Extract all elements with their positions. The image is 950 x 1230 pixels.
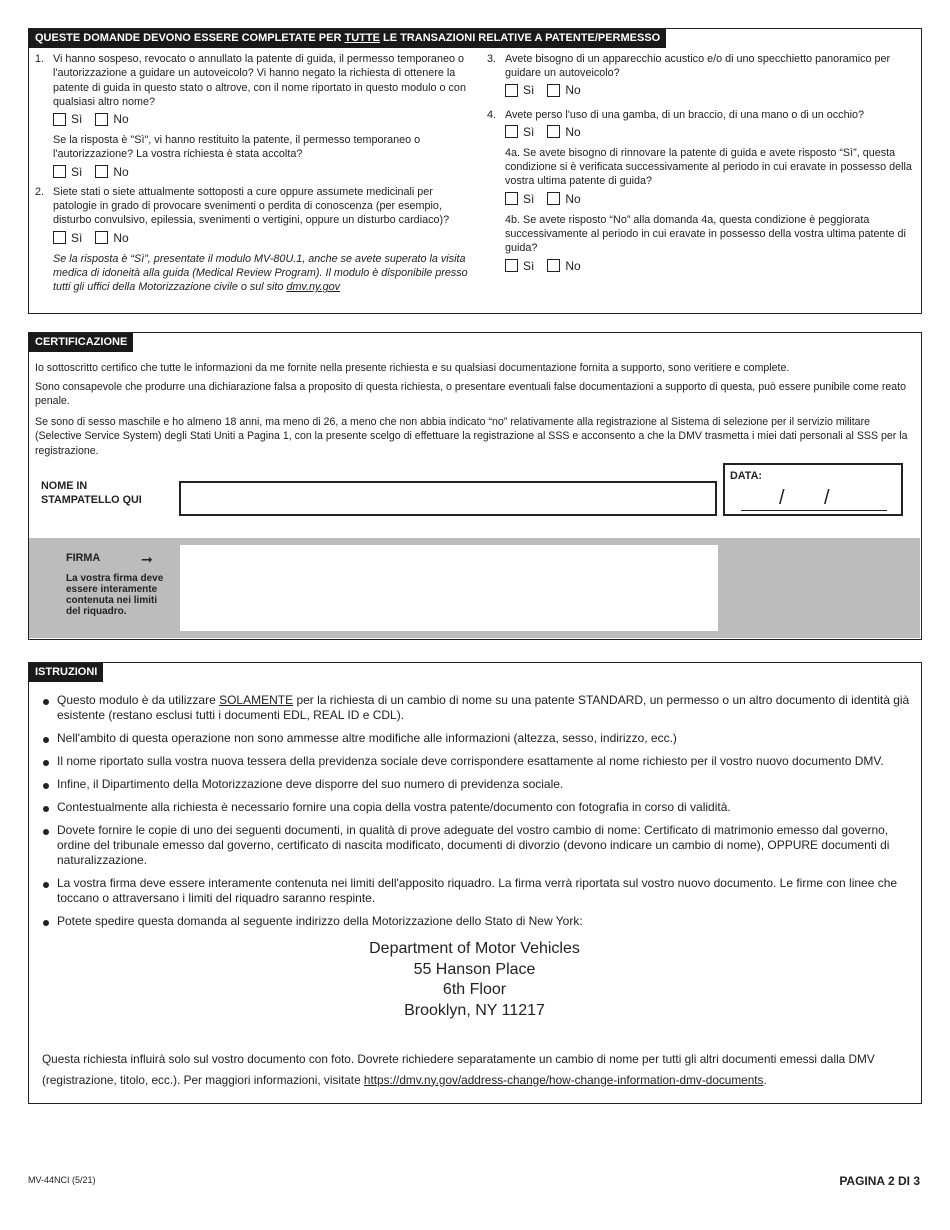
arrow-right-icon: ➞ — [141, 551, 153, 567]
instruction-item: Nell'ambito di questa operazione non sono ammesse altre modifiche alle informazioni (altezza, sesso, indirizzo, ecc.) — [43, 731, 915, 746]
q1-followup-yes-checkbox[interactable] — [53, 165, 66, 178]
q4-no-checkbox[interactable] — [547, 125, 560, 138]
dmv-info-link[interactable]: https://dmv.ny.gov/address-change/how-change-information-dmv-documents — [363, 1072, 764, 1087]
instruction-item: Contestualmente alla richiesta è necessario fornire una copia della vostra patente/documento con fotografia in corso di validità. — [43, 800, 915, 815]
instruction-item: Infine, il Dipartimento della Motorizzazione deve disporre del suo numero di previdenza sociale. — [43, 777, 915, 792]
certification-header: CERTIFICAZIONE — [29, 333, 133, 352]
date-field[interactable] — [723, 463, 903, 516]
q4b-no-checkbox[interactable] — [547, 259, 560, 272]
printed-name-field[interactable] — [179, 481, 717, 516]
q4a-yes-checkbox[interactable] — [505, 192, 518, 205]
date-separator: / — [824, 487, 830, 509]
signature-area — [29, 538, 920, 638]
instruction-item: Il nome riportato sulla vostra nuova tessera della previdenza sociale deve corrispondere esattamente al nome richiesto per il vostro nuovo documento DMV. — [43, 754, 915, 769]
question-2-text: Siete stati o siete attualmente sottoposti a cure oppure assumete medicinali per patologie in grado di provocare svenimenti o perdita di conoscenza (per esempio, disturbo convulsivo, epilessia, svenimenti o vertigini, oppure un disturbo cardiaco)? — [53, 185, 450, 227]
certification-paragraph: Io sottoscritto certifico che tutte le informazioni da me fornite nella presente richiesta e su qualsiasi documentazione fornita a supporto, sono veritiere e complete. — [35, 362, 790, 374]
question-1-text: Vi hanno sospeso, revocato o annullato la patente di guida, il permesso temporaneo o l'autorizzazione a guidare un autoveicolo? Vi hanno negato la richiesta di ottenere la patente di guida in questo stato o altrove, con il nome riportato in questo modulo o con qualsiasi altro nome? — [53, 53, 466, 108]
q2-yes-checkbox[interactable] — [53, 231, 66, 244]
instructions-section — [28, 662, 922, 1104]
q1-no-checkbox[interactable] — [95, 113, 108, 126]
page-number: PAGINA 2 DI 3 — [839, 1174, 920, 1188]
question-3-text: Avete bisogno di un apparecchio acustico e/o di uno specchietto panoramico per guidare un autoveicolo? — [505, 53, 891, 80]
q1-yes-checkbox[interactable] — [53, 113, 66, 126]
q3-yes-checkbox[interactable] — [505, 84, 518, 97]
question-1-followup: Se la risposta è "Sì", vi hanno restituito la patente, il permesso temporaneo o l'autorizzazione? La vostra richiesta è stata accolta? — [53, 134, 421, 161]
mailing-address: Department of Motor Vehicles 55 Hanson Place 6th Floor Brooklyn, NY 11217 — [369, 940, 580, 1020]
certification-paragraph: Sono consapevole che produrre una dichiarazione falsa a proposito di questa richiesta, o presentare eventuali false documentazioni a supporto di questa, può essere punibile come reato penale. — [35, 380, 907, 407]
question-3: 3. Avete bisogno di un apparecchio acustico e/o di uno specchietto panoramico per guidare un autoveicolo? Sì No — [487, 52, 917, 100]
instruction-item: Questo modulo è da utilizzare SOLAMENTE per la richiesta di un cambio di nome su una patente STANDARD, un permesso o un altro documento di identità già esistente (restano esclusi tutti i documenti EDL, REAL ID e CDL). — [43, 693, 915, 723]
signature-box[interactable] — [180, 545, 718, 631]
medical-questions-section — [28, 28, 922, 314]
question-4b-text: 4b. Se avete risposto “No” alla domanda 4a, questa condizione è peggiorata successivamente al periodo in cui eravate in possesso della vostra ultima patente di guida? — [505, 213, 906, 255]
instruction-item: La vostra firma deve essere interamente contenuta nei limiti dell'apposito riquadro. La firma verrà riportata sul vostro nuovo documento. Le firme con linee che toccano o attraversano i limiti del riquadro saranno respinte. — [43, 876, 915, 906]
q1-followup-no-checkbox[interactable] — [95, 165, 108, 178]
date-label: DATA: — [730, 470, 762, 482]
instructions-footnote: Questa richiesta influirà solo sul vostro documento con foto. Dovrete richiedere separatamente un cambio di nome per tutti gli altri documenti emessi dalla DMV (registrazione, titolo, ecc.). Per maggiori informazioni, visitate https://dmv.ny.gov/address-change/how-change-information-dmv-documents. — [42, 1052, 875, 1087]
dmv-link[interactable]: dmv.ny.gov — [286, 281, 341, 294]
q4b-yes-checkbox[interactable] — [505, 259, 518, 272]
name-label: NOME IN STAMPATELLO QUI — [41, 480, 142, 506]
instruction-item: Potete spedire questa domanda al seguente indirizzo della Motorizzazione dello Stato di New York: — [43, 914, 915, 929]
question-4a-text: 4a. Se avete bisogno di rinnovare la patente di guida e avete risposto “Sì”, questa condizione si è verificata successivamente al periodo in cui eravate in possesso della vostra ultima patente di guida? — [505, 146, 912, 188]
form-code: MV-44NCI (5/21) — [28, 1175, 96, 1185]
instruction-item: Dovete fornire le copie di uno dei seguenti documenti, in qualità di prove adeguate del vostro cambio di nome: Certificato di matrimonio emesso dal governo, ordine del tribunale emesso dal governo, certificato di nascita modificato, documenti di divorzio (devono indicare un cambio di nome), OPPURE documenti di naturalizzazione. — [43, 823, 915, 868]
q4-yes-checkbox[interactable] — [505, 125, 518, 138]
question-1: 1. Vi hanno sospeso, revocato o annullato la patente di guida, il permesso temporaneo o l'autorizzazione a guidare un autoveicolo? Vi hanno negato la richiesta di ottenere la patente di guida in questo stato o altrove, con il nome riportato in questo modulo o con qualsiasi altro nome? Sì No Se la risposta è "Sì", vi hanno restituito la patente, il permesso temporaneo o l'autorizzazione? La vostra richiesta è stata accolta? Sì No — [35, 52, 475, 181]
certification-paragraph: Se sono di sesso maschile e ho almeno 18 anni, ma meno di 26, a meno che non abbia indicato “no” relativamente alla registrazione al Sistema di selezione per il servizio militare (Selective Service System) degli Stati Uniti a Pagina 1, con la presente scelgo di effettuare la registrazione al SSS e acconsento a che la DMV trasmetta i miei dati personali al SSS per la registrazione. — [35, 415, 908, 457]
q2-no-checkbox[interactable] — [95, 231, 108, 244]
certification-section — [28, 332, 922, 640]
question-2-note: Se la risposta è “Sì”, presentate il modulo MV-80U.1, anche se avete superato la visita medica di idoneità alla guida (Medical Review Program). Il modulo è disponibile presso tutti gli uffici della Motorizzazione civile o sul sito dmv.ny.gov — [53, 252, 468, 294]
question-4: 4. Avete perso l'uso di una gamba, di un braccio, di una mano o di un occhio? Sì No 4a. Se avete bisogno di rinnovare la patente di guida e avete risposto “Sì”, questa condizione si è verificata successivamente al periodo in cui eravate in possesso della vostra ultima patente di guida? Sì No 4b. Se avete risposto “No” alla domanda 4a, questa condizione è peggiorata successivamente al periodo in cui eravate in possesso della vostra ultima patente di guida? Sì No — [487, 108, 917, 275]
question-4-text: Avete perso l'uso di una gamba, di un braccio, di una mano o di un occhio? — [505, 108, 864, 121]
q3-no-checkbox[interactable] — [547, 84, 560, 97]
signature-label: FIRMA — [66, 552, 101, 564]
question-2: 2. Siete stati o siete attualmente sottoposti a cure oppure assumete medicinali per patologie in grado di provocare svenimenti o perdita di conoscenza (per esempio, disturbo convulsivo, epilessia, svenimenti o vertigini, oppure un disturbo cardiaco)? Sì No Se la risposta è “Sì”, presentate il modulo MV-80U.1, anche se avete superato la visita medica di idoneità alla guida (Medical Review Program). Il modulo è disponibile presso tutti gli uffici della Motorizzazione civile o sul sito dmv.ny.gov — [35, 185, 475, 295]
questions-header: QUESTE DOMANDE DEVONO ESSERE COMPLETATE PER TUTTE LE TRANSAZIONI RELATIVE A PATENTE/PERMESSO — [29, 29, 666, 48]
signature-note: La vostra firma deve essere interamente contenuta nei limiti del riquadro. — [66, 573, 164, 617]
q4a-no-checkbox[interactable] — [547, 192, 560, 205]
instructions-header: ISTRUZIONI — [29, 663, 103, 682]
date-separator: / — [779, 487, 785, 509]
